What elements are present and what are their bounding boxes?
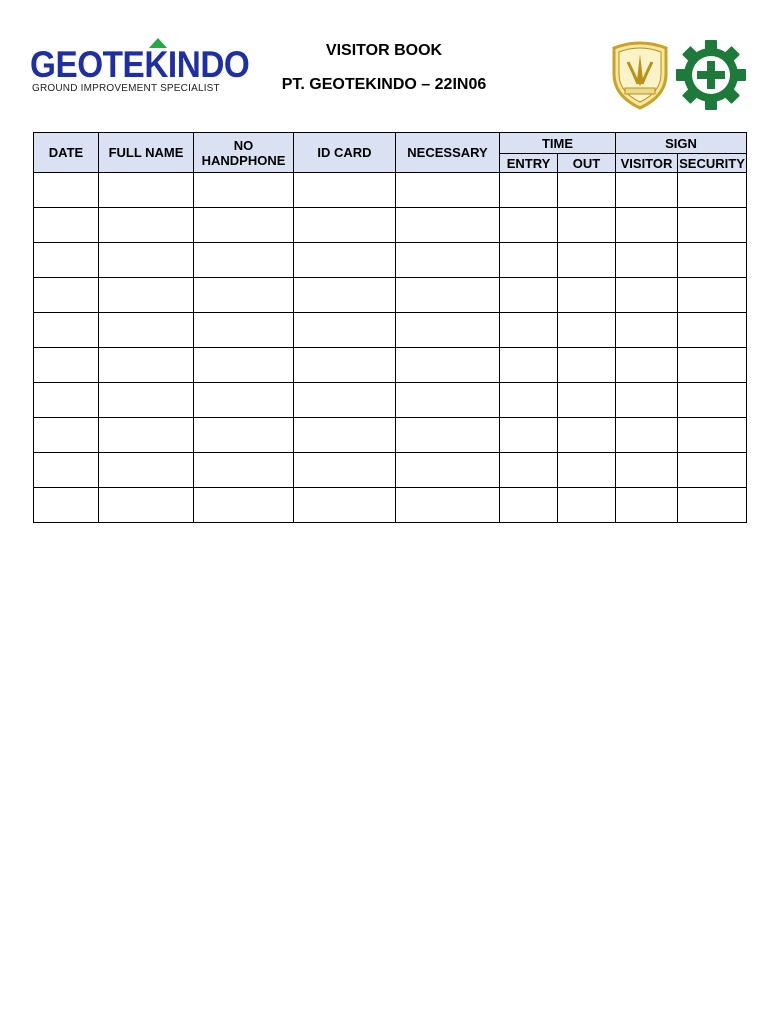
col-security: SECURITY [679,155,745,171]
col-full-name: FULL NAME [99,133,194,173]
table-cell[interactable] [500,383,558,418]
col-id-card: ID CARD [294,133,396,173]
table-row [34,488,747,523]
table-row [34,313,747,348]
table-cell[interactable] [294,313,396,348]
table-cell[interactable] [678,348,747,383]
table-cell[interactable] [678,418,747,453]
table-cell[interactable] [99,418,194,453]
table-cell[interactable] [616,243,678,278]
table-cell[interactable] [194,173,294,208]
table-row [34,243,747,278]
table-cell[interactable] [616,348,678,383]
table-cell[interactable] [396,383,500,418]
table-cell[interactable] [294,453,396,488]
table-body [34,173,747,523]
table-cell[interactable] [558,243,616,278]
table-cell[interactable] [99,278,194,313]
table-cell[interactable] [34,173,99,208]
table-row [34,383,747,418]
table-cell[interactable] [194,278,294,313]
table-cell[interactable] [194,313,294,348]
table-cell[interactable] [99,453,194,488]
table-cell[interactable] [678,208,747,243]
col-visitor: VISITOR [616,154,678,173]
table-cell[interactable] [99,313,194,348]
table-cell[interactable] [558,208,616,243]
document-subtitle: PT. GEOTEKINDO – 22IN06 [281,76,487,93]
logo-tagline: GROUND IMPROVEMENT SPECIALIST [32,83,220,94]
table-cell[interactable] [396,208,500,243]
table-cell[interactable] [194,453,294,488]
table-row [34,418,747,453]
table-cell[interactable] [678,278,747,313]
table-cell[interactable] [294,208,396,243]
col-out: OUT [558,154,616,173]
visitor-table [33,132,747,523]
table-cell[interactable] [194,243,294,278]
table-cell[interactable] [558,383,616,418]
table-cell[interactable] [500,418,558,453]
table-cell[interactable] [99,173,194,208]
table-cell[interactable] [194,348,294,383]
safety-gear-cross-icon [676,40,746,110]
table-cell[interactable] [294,488,396,523]
logo-wordmark: GEOTEKINDO [30,44,250,85]
table-cell[interactable] [194,383,294,418]
table-cell[interactable] [34,243,99,278]
table-cell[interactable] [678,453,747,488]
table-cell[interactable] [396,173,500,208]
police-emblem-icon [608,40,672,110]
col-date: DATE [34,133,99,173]
col-group-sign: SIGN [616,133,747,154]
document-title: VISITOR BOOK [325,42,443,59]
table-cell[interactable] [500,278,558,313]
table-cell[interactable] [34,278,99,313]
table-cell[interactable] [616,208,678,243]
table-cell[interactable] [396,453,500,488]
table-row [34,453,747,488]
table-cell[interactable] [34,208,99,243]
table-cell[interactable] [678,243,747,278]
table-cell[interactable] [678,383,747,418]
table-row [34,208,747,243]
table-cell[interactable] [558,313,616,348]
table-cell[interactable] [396,313,500,348]
table-cell[interactable] [616,453,678,488]
table-row [34,348,747,383]
table-cell[interactable] [678,173,747,208]
table-cell[interactable] [34,453,99,488]
table-cell[interactable] [558,418,616,453]
table-cell[interactable] [294,418,396,453]
table-cell[interactable] [34,418,99,453]
table-cell[interactable] [558,348,616,383]
table-cell[interactable] [616,383,678,418]
table-cell[interactable] [678,313,747,348]
table-cell[interactable] [500,313,558,348]
col-necessary: NECESSARY [396,133,500,173]
table-cell[interactable] [99,488,194,523]
table-cell[interactable] [396,348,500,383]
table-row [34,173,747,208]
table-cell[interactable] [99,243,194,278]
table-cell[interactable] [294,243,396,278]
table-cell[interactable] [194,488,294,523]
table-cell[interactable] [396,488,500,523]
table-cell[interactable] [34,348,99,383]
table-cell[interactable] [558,488,616,523]
table-cell[interactable] [616,173,678,208]
col-entry: ENTRY [500,154,558,173]
table-cell[interactable] [500,208,558,243]
table-cell[interactable] [500,348,558,383]
table-cell[interactable] [294,348,396,383]
table-cell[interactable] [500,243,558,278]
table-cell[interactable] [396,418,500,453]
table-cell[interactable] [99,348,194,383]
table-cell[interactable] [34,383,99,418]
table-cell[interactable] [194,208,294,243]
table-cell[interactable] [500,453,558,488]
table-cell[interactable] [500,173,558,208]
table-cell[interactable] [678,488,747,523]
table-cell[interactable] [194,418,294,453]
table-row [34,278,747,313]
table-cell[interactable] [616,488,678,523]
table-cell[interactable] [34,313,99,348]
table-cell[interactable] [294,173,396,208]
geotekindo-logo [30,36,250,98]
table-cell[interactable] [616,278,678,313]
table-cell[interactable] [500,488,558,523]
table-cell[interactable] [396,278,500,313]
table-cell[interactable] [396,243,500,278]
table-cell[interactable] [558,278,616,313]
table-cell[interactable] [99,208,194,243]
table-cell[interactable] [616,418,678,453]
table-cell[interactable] [558,453,616,488]
table-cell[interactable] [99,383,194,418]
table-cell[interactable] [558,173,616,208]
col-no-handphone: NO HANDPHONE [194,133,294,173]
table-cell[interactable] [34,488,99,523]
table-cell[interactable] [294,278,396,313]
table-cell[interactable] [616,313,678,348]
table-cell[interactable] [294,383,396,418]
col-group-time: TIME [500,133,616,154]
